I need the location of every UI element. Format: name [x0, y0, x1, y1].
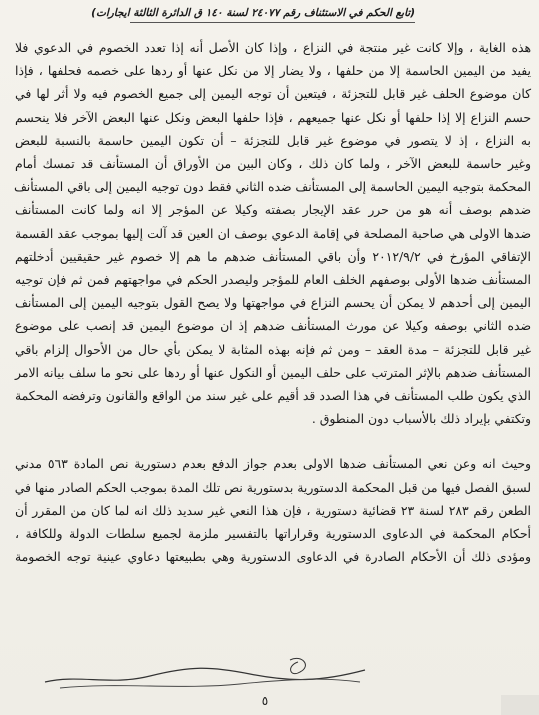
- text-line: كان موضوع الحلف غير قابل للتجزئة ، فيتعين أن توجه اليمين إلى جميع الخصوم فيه ولا أثر لها في: [15, 86, 531, 102]
- text-line: المستأنف ضدهم بالإثر المترتب على حلف اليمين أو النكول عنها أو ردها على نحو ما سلف بيانه الامر: [15, 364, 531, 380]
- signature-scribble: [40, 652, 370, 692]
- text-line: الإتفاقي المؤرخ في ٢٠١٢/٩/٢ وأن باقي المستأنف ضدهم ما هم إلا خصوم غير حقيقيين أدخلتهم: [15, 248, 531, 264]
- text-line: وتكتفي بإيراد ذلك بالأسباب دون المنطوق .: [311, 411, 531, 427]
- judgment-header: (تابع الحكم في الاستئناف رقم ٢٤٠٧٧ لسنة ١٤٠ ق الدائرة الثالثة ايجارات): [130, 4, 415, 23]
- text-line: ضدها الاولى هي صاحبة المصلحة في إقامة الدعوي بوصف ان العين قد آلت إليها بموجب عقد القسمة: [15, 225, 531, 241]
- text-line: المستأنف ضدها الأولى بوصفهم الخلف العام للمؤجر وليصدر الحكم في مواجهتهم فمن ثم فإن توجيه: [15, 272, 531, 288]
- scan-corner: [501, 695, 539, 715]
- text-line: ضدهم بوصف أنه هو من حرر عقد الإيجار بصفته وكيلا عن المؤجر إلا انه ولما كانت المستأنف: [15, 202, 531, 218]
- text-line: به النزاع ، إذ لا يتصور في موضوع غير قابل للتجزئة – أن تكون اليمين حاسمة بالنسبة للبعض: [15, 132, 531, 148]
- text-line: اليمين إلى أحدهم لا يمكن أن يحسم النزاع في مواجهتها ولا يصح القول بتوجيه اليمين إلى المستأنف: [15, 295, 531, 311]
- paragraph-yamin: [15, 36, 531, 430]
- text-line: ضده الثاني بوصفه وكيلا عن مورث المستأنف ضدهم إذ ان موضوع اليمين قد إنصب على موضوع: [15, 318, 531, 334]
- document-body: [15, 36, 531, 568]
- text-line: أحكام المحكمة في الدعاوى الدستورية وقراراتها بالتفسير ملزمة لجميع سلطات الدولة وللكافة ،: [15, 526, 531, 542]
- text-line: الطعن رقم ٢٨٣ لسنة ٢٣ قضائية دستورية ، فإن هذا النعي غير سديد ذلك انه لما كان من المقرر أن: [15, 502, 531, 518]
- text-line: غير قابل للتجزئة – مدة العقد – ومن ثم فإنه بهذه المثابة لا يمكن بأي حال من الأحوال إلزام باقي: [15, 341, 531, 357]
- text-line: ومؤدى ذلك أن الأحكام الصادرة في الدعاوى الدستورية وهي بطبيعتها دعاوي عينية توجه الخصومة: [15, 549, 531, 565]
- text-line: الذي يكون طلب المستأنف في هذا الصدد قد أقيم على غير سند من الواقع والقانون وترفضه المحكمة: [15, 388, 531, 404]
- paragraph-constitutional: [15, 452, 531, 568]
- text-line: وغير حاسمة للبعض الآخر ، ولما كان ذلك ، وكان البين من الأوراق أن المستأنف قد تمسك أمام: [15, 156, 531, 172]
- text-line: المحكمة بتوجيه اليمين الحاسمة إلى المستأنف ضده الثاني فقط دون توجيه اليمين إلى باقي المستأنف: [13, 179, 531, 195]
- text-line: يفيد من اليمين الحاسمة إلا من حلفها ، ولا يضار إلا من نكل عنها أو ردها على خصمه فحلفها ، فإذا: [15, 63, 531, 79]
- text-line: حسم النزاع إلا إذا حلفها أو نكل عنها جميعهم ، فإذا حلفها البعض ونكل عنها البعض الآخر فلا ينحسم: [15, 109, 531, 125]
- text-line: وحيث انه وعن نعي المستأنف ضدها الاولى بعدم جواز الدفع بعدم دستورية نص المادة ٥٦٣ مدني: [15, 456, 532, 472]
- text-line: هذه الغاية ، وإلا كانت غير منتجة في النزاع ، وإذا كان الأصل أنه إذا تعدد الخصوم في الدعوي فلا: [15, 40, 531, 55]
- paragraph-gap: [15, 430, 531, 452]
- text-line: لسبق الفصل فيها من قبل المحكمة الدستورية بدستورية نص تلك المدة بموجب الحكم الصادر منها في: [14, 479, 531, 495]
- page-number: ٥: [261, 694, 269, 708]
